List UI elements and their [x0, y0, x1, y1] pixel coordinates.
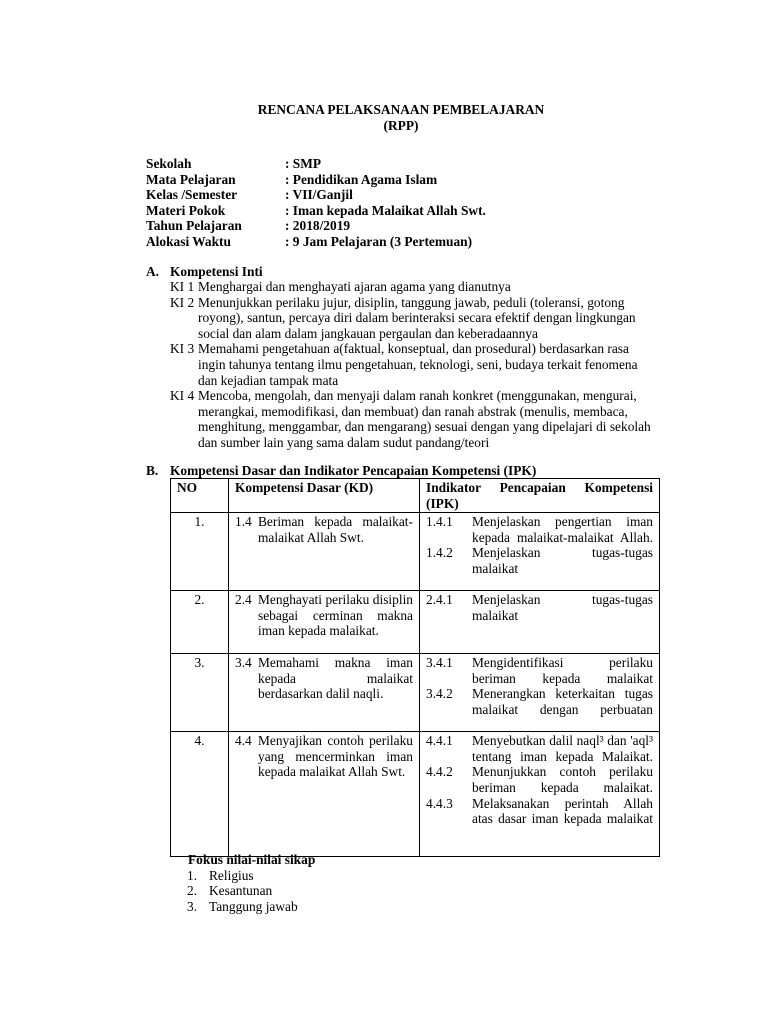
list-text: Religius [209, 867, 254, 883]
ki-code: KI 1 [170, 279, 195, 294]
list-text: Kesantunan [209, 883, 273, 899]
section-number: B. [146, 463, 159, 478]
ipk-text: Menerangkan keterkaitan tugas malaikat dengan perbuatan [472, 686, 653, 717]
cell-no: 3. [171, 654, 229, 732]
ipk-code: 1.4.1 [426, 514, 453, 530]
fokus-block [188, 852, 315, 914]
info-row-subject [146, 172, 486, 188]
kd-code: 2.4 [235, 592, 252, 608]
cell-ipk [420, 654, 660, 732]
cell-no: 2. [171, 591, 229, 654]
info-value: : VII/Ganjil [285, 187, 353, 203]
ki-code: KI 2 [170, 294, 195, 310]
info-value: : Iman kepada Malaikat Allah Swt. [285, 202, 486, 218]
list-number: 1. [187, 867, 198, 883]
ipk-code: 3.4.2 [426, 686, 453, 702]
document-title: RENCANA PELAKSANAAN PEMBELAJARAN [257, 102, 545, 117]
cell-no: 1. [171, 513, 229, 591]
info-row-topic [146, 203, 486, 219]
table-row [171, 654, 660, 732]
header-ipk: Indikator Pencapaian Kompetensi (IPK) [420, 479, 660, 513]
list-text: Tanggung jawab [209, 898, 298, 914]
info-value: : 9 Jam Pelajaran (3 Pertemuan) [285, 233, 473, 249]
ki-item [170, 295, 658, 342]
kd-text: Memahami makna iman kepada malaikat berdasarkan dalil naqli. [258, 655, 413, 702]
ki-code: KI 4 [170, 388, 195, 404]
section-number: A. [146, 264, 160, 279]
ipk-text: Menyebutkan dalil naql³ dan 'aql³ tentang iman kepada Malaikat. [472, 733, 653, 764]
info-block [146, 156, 486, 250]
info-value: : Pendidikan Agama Islam [285, 171, 438, 187]
table-row [171, 513, 660, 591]
ipk-code: 1.4.2 [426, 545, 453, 561]
ipk-code: 4.4.1 [426, 733, 453, 749]
cell-no: 4. [171, 732, 229, 857]
cell-kd [229, 513, 420, 591]
cell-kd [229, 732, 420, 857]
cell-ipk [420, 513, 660, 591]
cell-ipk [420, 732, 660, 857]
kd-text: Menyajikan contoh perilaku yang mencerminkan iman kepada malaikat Allah Swt. [258, 733, 413, 780]
list-item [187, 868, 315, 884]
table-row [171, 591, 660, 654]
document-subtitle: (RPP) [383, 118, 419, 133]
list-number: 2. [187, 883, 198, 899]
info-label: Materi Pokok [146, 202, 226, 218]
ki-code: KI 3 [170, 341, 195, 357]
ipk-text: Melaksanakan perintah Allah atas dasar iman kepada malaikat [472, 795, 653, 827]
ki-text: Mencoba, mengolah, dan menyaji dalam ranah konkret (menggunakan, mengurai, merangkai, memodifikasi, dan membuat) dan ranah abstrak (menulis, membaca, menghitung, menggambar, dan mengarang) sesuai dengan yang dipelajari di sekolah dan sumber lain yang sama dalam sudut pandang/teori [198, 388, 651, 450]
ipk-code: 4.4.3 [426, 795, 453, 811]
info-row-year [146, 218, 486, 234]
ipk-code: 4.4.2 [426, 764, 453, 780]
table-row [171, 732, 660, 857]
info-label: Mata Pelajaran [146, 171, 236, 187]
ki-list [170, 279, 658, 451]
ki-item [170, 388, 658, 450]
kd-text: Beriman kepada malaikat-malaikat Allah Swt. [258, 514, 413, 545]
ipk-code: 2.4.1 [426, 592, 453, 608]
info-label: Tahun Pelajaran [146, 218, 242, 234]
ki-text: Memahami pengetahuan a(faktual, konseptual, dan prosedural) berdasarkan rasa ingin tahunya tentang ilmu pengetahuan, teknologi, seni, budaya terkait fenomena dan kejadian tampak mata [198, 341, 638, 388]
ipk-text: Menunjukkan contoh perilaku beriman kepada malaikat. [472, 764, 653, 795]
cell-ipk [420, 591, 660, 654]
header-no: NO [171, 479, 229, 513]
fokus-title: Fokus nilai-nilai sikap [188, 852, 316, 867]
info-label: Sekolah [146, 156, 192, 171]
list-item [187, 899, 315, 915]
cell-kd [229, 591, 420, 654]
ipk-code: 3.4.1 [426, 655, 453, 671]
section-b-heading [146, 463, 536, 479]
section-title: Kompetensi Dasar dan Indikator Pencapaian Kompetensi (IPK) [170, 463, 537, 478]
info-row-class [146, 187, 486, 203]
ipk-text: Mengidentifikasi perilaku beriman kepada malaikat [472, 655, 653, 686]
info-label: Alokasi Waktu [146, 233, 231, 249]
info-value: : SMP [285, 156, 322, 171]
ki-text: Menghargai dan menghayati ajaran agama yang dianutnya [198, 279, 511, 294]
ki-item [170, 341, 658, 388]
kd-code: 1.4 [235, 514, 252, 530]
kd-text: Menghayati perilaku disiplin sebagai cerminan makna iman kepada malaikat. [258, 592, 413, 639]
cell-kd [229, 654, 420, 732]
info-value: : 2018/2019 [285, 218, 351, 234]
ipk-text: Menjelaskan tugas-tugas malaikat [472, 592, 653, 623]
info-label: Kelas /Semester [146, 187, 238, 203]
kd-code: 4.4 [235, 733, 252, 749]
kd-code: 3.4 [235, 655, 252, 671]
table-header-row [171, 479, 660, 513]
list-item [187, 883, 315, 899]
ipk-text: Menjelaskan tugas-tugas malaikat [472, 545, 653, 576]
ki-text: Menunjukkan perilaku jujur, disiplin, tanggung jawab, peduli (toleransi, gotong royong), santun, percaya diri dalam berinteraksi secara efektif dengan lingkungan social dan alam dalam jangkauan pergaulan dan keberadaannya [198, 294, 636, 341]
kd-ipk-table [170, 478, 660, 857]
info-row-school [146, 156, 486, 172]
list-number: 3. [187, 898, 198, 914]
section-a-heading [146, 264, 263, 280]
section-title: Kompetensi Inti [170, 264, 263, 279]
ki-item [170, 279, 658, 295]
header-kd: Kompetensi Dasar (KD) [229, 479, 420, 513]
ipk-text: Menjelaskan pengertian iman kepada malaikat-malaikat Allah. [472, 514, 653, 545]
info-row-time [146, 234, 486, 250]
